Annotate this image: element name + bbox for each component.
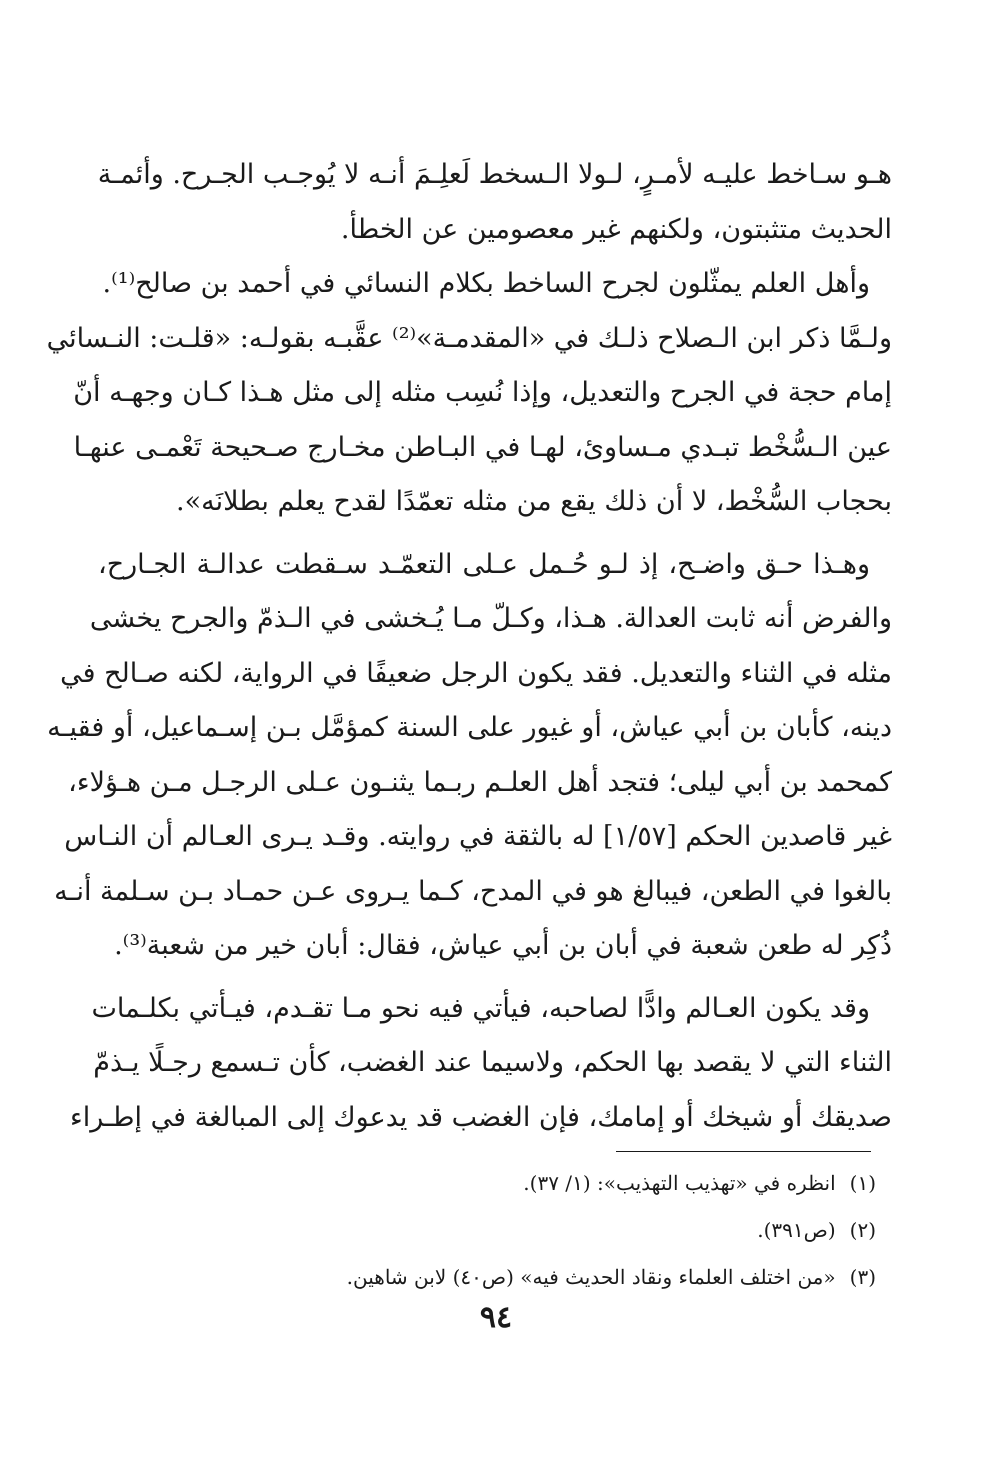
footnote-number: (٢): [849, 1218, 876, 1242]
text-line: الثناء التي لا يقصد بها الحكم، ولاسيما عند الغضب، كأن تـسمع رجـلًا يـذمّ: [93, 1047, 892, 1078]
page-number: ٩٤: [479, 1300, 513, 1335]
text-line: الحديث متثبتون، ولكنهم غير معصومين عن الخطأ.: [340, 213, 892, 245]
footnote-text: انظره في «تهذيب التهذيب»: (١/ ٣٧).: [523, 1171, 836, 1195]
footnote: [98, 1207, 876, 1254]
text-line: عين الـسُّخْط تبـدي مـساوئ، لهـا في البـاطن مخـارج صـحيحة تَعْمـى عنهـا: [73, 431, 892, 463]
text-line: هـو سـاخط عليـه لأمـرٍ، لـولا الـسخط لَعلِـمَ أنـه لا يُوجـب الجـرح. وأئمـة: [97, 159, 892, 190]
text-line: إمام حجة في الجرح والتعديل، وإذا نُسِب مثله إلى مثل هـذا كـان وجهـه أنّ: [73, 377, 892, 408]
text-line: بحجاب السُّخْط، لا أن ذلك يقع من مثله تعمّدًا لقدح يعلم بطلانَه».: [176, 486, 892, 517]
footnote: [98, 1254, 876, 1301]
footnote-number: (١): [849, 1171, 876, 1195]
text-line: وهـذا حـق واضـح، إذ لـو حُـمل عـلى التعمّـد سـقطت عدالـة الجـارح،: [98, 548, 870, 580]
main-text: [46, 148, 892, 1145]
text-line: صديقك أو شيخك أو إمامك، فإن الغضب قد يدعوك إلى المبالغة في إطـراء: [70, 1101, 892, 1133]
text-line: غير قاصدين الحكم [١/٥٧] له بالثقة في روايته. وقـد يـرى العـالم أن النـاس: [64, 821, 892, 852]
text-line: ذُكِر له طعن شعبة في أبان بن أبي عياش، فقال: أبان خير من شعبة⁽³⁾.: [114, 930, 892, 961]
text-line: كمحمد بن أبي ليلى؛ فتجد أهل العلـم ربـما يثنـون عـلى الرجـل مـن هـؤلاء،: [68, 766, 892, 798]
footnote-separator: [616, 1151, 871, 1152]
footnote: [98, 1160, 876, 1207]
text-line: مثله في الثناء والتعديل. فقد يكون الرجل ضعيفًا في الرواية، لكنه صـالح في: [60, 657, 892, 689]
footnotes: [98, 1160, 876, 1301]
text-line: بالغوا في الطعن، فيبالغ هو في المدح، كـما يـروى عـن حمـاد بـن سـلمة أنـه: [54, 875, 892, 907]
footnote-text: «من اختلف العلماء ونقاد الحديث فيه» (ص٤٠) لابن شاهين.: [346, 1265, 836, 1289]
footnote-text: (ص٣٩١).: [757, 1218, 836, 1242]
text-line: وقد يكون العـالم وادًّا لصاحبه، فيأتي فيه نحو مـا تقـدم، فيـأتي بكلـمات: [91, 992, 870, 1024]
text-line: دينه، كأبان بن أبي عياش، أو غيور على السنة كمؤمَّل بـن إسـماعيل، أو فقيـه: [47, 712, 892, 743]
text-line: والفرض أنه ثابت العدالة. هـذا، وكـلّ مـا يُـخشى في الـذمّ والجرح يخشى: [89, 603, 892, 634]
footnote-number: (٣): [849, 1265, 876, 1289]
text-line: وأهل العلم يمثّلون لجرح الساخط بكلام النسائي في أحمد بن صالح⁽¹⁾.: [102, 268, 870, 299]
text-line: ولـمَّا ذكر ابن الـصلاح ذلـك في «المقدمـة»⁽²⁾ عقَّبـه بقولـه: «قلـت: النـسائي: [46, 322, 892, 354]
